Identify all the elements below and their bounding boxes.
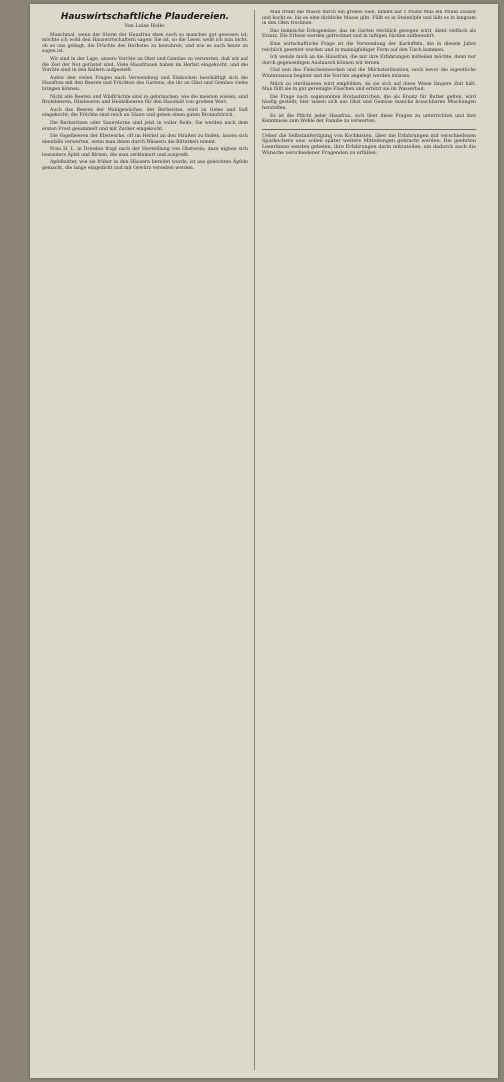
newspaper-clipping <box>30 4 498 1078</box>
article-paragraph: Eine wirtschaftliche Frage ist die Verwendung der Kartoffeln, die in diesem Jahre reichlich geerntet wurden und in mannigfaltiger Form auf den Tisch kommen. <box>262 41 476 53</box>
left-column <box>42 10 248 1070</box>
article-byline: Von Luise Holle. <box>124 23 166 29</box>
closing-note: Ueber die Selbstanfertigung von Kochkisten, über die Erfahrungen mit verschiedenen Sparkochern usw. sollen später weitere Mitteilungen gebracht werden. Die geehrten Leserinnen werden gebeten, ihre Erfahrungen darin mitzuteilen, um dadurch auch die Wünsche verschiedener Fragenden zu erfüllen. <box>262 133 476 157</box>
article-paragraph: Man treibt die Masse durch ein grobes Sieb, nimmt auf 1 Pfund Mus ein Pfund Zucker und kocht es, bis es eine dickliche Masse gibt. Füllt es in Steintöpfe und läßt es in langsam in den Ofen trocknen. <box>262 10 476 27</box>
article-paragraph: Auch das Beeren der Waldgewächse, der Berberitze, wird zu Gelee und Saft eingekocht; die Früchte sind reich an Säure und geben einen guten Brotaufstrich. <box>42 107 248 119</box>
section-divider <box>262 129 476 130</box>
article-paragraph: Und nun das Fleischeinwecken und die Milchsterilisation, noch bevor die eigentliche Wintersaison beginnt und die Vorräte angelegt werden müssen. <box>262 68 476 79</box>
article-paragraph: Apfelbutter, wie sie früher in den Häusern bereitet wurde, ist aus gekochten Äpfeln gemacht, die lange eingedickt und mit Gewürz versehen werden. <box>42 160 248 172</box>
left-column-body <box>42 33 248 172</box>
article-paragraph: Milch zu sterilisieren wird empfohlen, da sie sich auf diese Weise längere Zeit hält. Man füllt sie in gut gereinigte Flaschen und erhitzt sie im Wasserbad. <box>262 81 476 93</box>
article-paragraph: Die Berberitzen oder Sauerdorne sind jetzt in voller Reife. Sie werden nach dem ersten Frost gesammelt und mit Zucker eingekocht. <box>42 120 248 132</box>
article-paragraph: Außer den vielen Fragen nach Verwendung und Einkochen beschäftigt sich die Hausfrau mit den Beeren und Früchten des Gartens, die ihr an Obst und Gemüse vieles bringen können. <box>42 75 248 92</box>
article-paragraph: Manchmal, wenn der Sturm der Hausfrau eben noch so manches gut gewesen ist, möchte ich wohl den Hauswirtschaftern sagen: Sie ist, so die Leser, weiß ich nun nicht, ob es uns gelingt, die Früchte des Herbstes zu bewahren, und wie es auch heute zu sagen ist. <box>42 32 248 55</box>
article-paragraph: Frau H. L. in Dresden fragt nach der Herstellung von Obstwein; dazu eignen sich besonders Äpfel und Birnen, die man zerkleinert und auspreßt. <box>42 147 248 158</box>
article-paragraph: Die Frage nach sogenannten Brotaufstrichen, die als Ersatz für Butter gelten, wird häufig gestellt; hier lassen sich aus Obst und Gemüse manche brauchbaren Mischungen herstellen. <box>262 94 476 111</box>
column-divider <box>254 10 255 1070</box>
article-paragraph: Es ist die Pflicht jeder Hausfrau, sich über diese Fragen zu unterrichten und ihre Kenntnisse zum Wohle der Familie zu verwerten. <box>262 113 476 125</box>
right-column <box>262 10 476 1070</box>
article-title: Hauswirtschaftliche Plaudereien. <box>60 12 230 22</box>
article-paragraph: Die Vogelbeeren der Eberesche, oft im Herbst an den Straßen zu finden, lassen sich ebenfalls verwerten, wenn man ihnen durch Wässern die Bitterkeit nimmt. <box>42 134 248 145</box>
article-paragraph: Nicht alle Beeren und Wildfrüchte sind zu gebrauchen; wie die meisten wissen, sind Brombeeren, Himbeeren und Heidelbeeren für den Haushalt von großem Wert. <box>42 94 248 106</box>
article-paragraph: Ich wende mich an die Hausfrau, die mir ihre Erfahrungen mitteilen möchte, denn nur durch gegenseitigen Austausch können wir lernen. <box>262 55 476 66</box>
article-paragraph: Das heimische Erbsgemüse, das im Garten reichlich gezogen wird, dient vielfach als Ersatz. Die Erbsen werden getrocknet und in luftigen Säcken aufbewahrt. <box>262 28 476 40</box>
right-column-body <box>262 10 476 125</box>
article-paragraph: Wir sind in der Lage, unsere Vorräte an Obst und Gemüse zu verwerten, daß wir auf die Zeit der Not gerüstet sind. Viele Hausfrauen haben im Herbst eingekocht, und die Vorräte sind in den Kellern aufgestellt. <box>42 56 248 74</box>
